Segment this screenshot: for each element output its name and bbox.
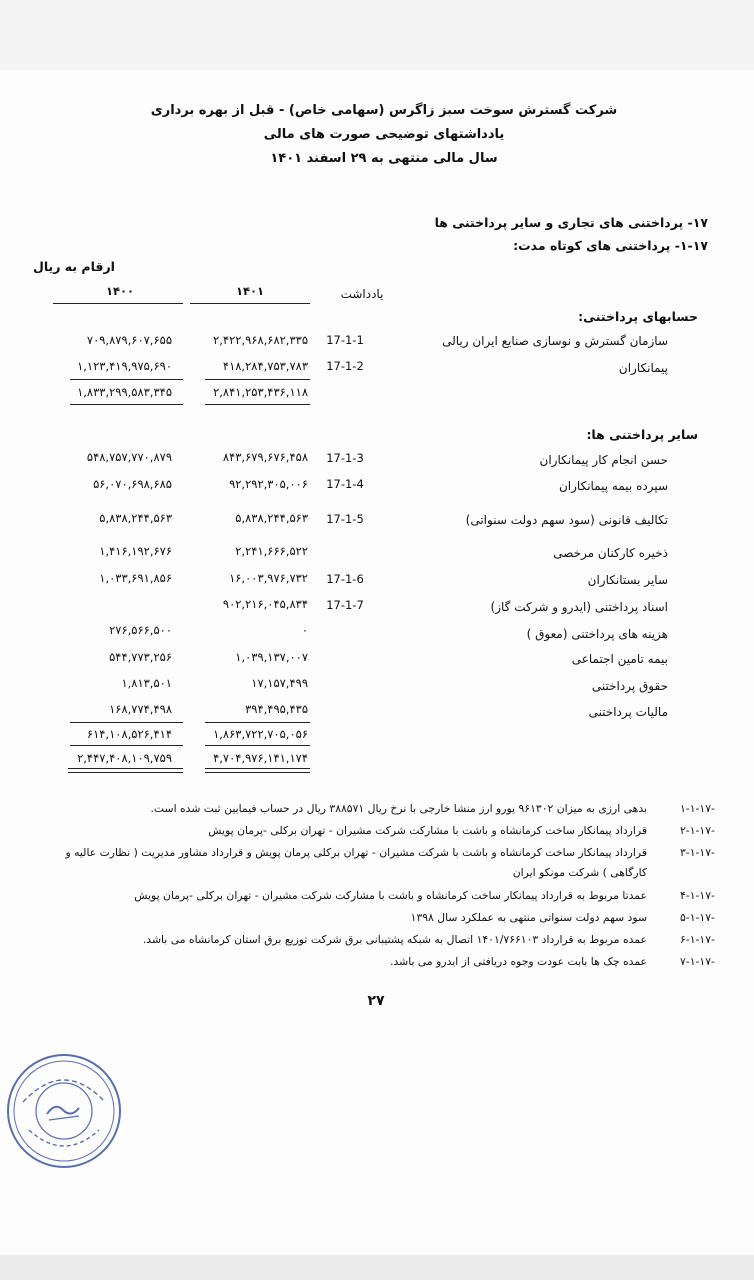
subtotal-rule-1401 — [205, 379, 310, 380]
row-value-1400: ۵۴۸,۷۵۷,۷۷۰,۸۷۹ — [86, 450, 172, 464]
accounts-payable-heading: حسابهای پرداختنی: — [578, 309, 698, 324]
unit-label: ارقام به ریال — [33, 259, 115, 274]
section-title: ۱۷- پرداختنی های تجاری و سایر پرداختنی ها — [434, 215, 708, 230]
header-rule-1400 — [53, 303, 183, 304]
row-label: پیمانکاران — [618, 361, 668, 375]
column-header-note: یادداشت — [340, 287, 384, 301]
row-value-1401: ۱۷,۱۵۷,۴۹۹ — [251, 676, 308, 690]
op-subtotal-1400: ۶۱۴,۱۰۸,۵۲۶,۴۱۴ — [86, 727, 172, 741]
grand-total-1401: ۴,۷۰۴,۹۷۶,۱۴۱,۱۷۴ — [213, 751, 308, 765]
row-label: ذخیره کارکنان مرخصی — [553, 546, 668, 560]
op-subtotal-under-rule-1400 — [70, 745, 183, 746]
row-value-1400: ۵۶,۰۷۰,۶۹۸,۶۸۵ — [93, 477, 172, 491]
footnote-ref: ۱-۱-۱۷- — [680, 802, 715, 815]
row-label: سپرده بیمه پیمانکاران — [558, 479, 668, 493]
total-double-rule-1401 — [205, 768, 310, 773]
footnote-text: عمده چک ها بابت عودت وجوه دریافتی از ایدرو می باشد. — [390, 955, 647, 968]
top-margin — [0, 0, 754, 70]
row-note: 17-1-5 — [326, 512, 364, 526]
bottom-margin — [0, 1255, 754, 1280]
other-payables-heading: سایر پرداختنی ها: — [586, 427, 698, 442]
report-subtitle: یادداشتهای توضیحی صورت های مالی — [263, 127, 505, 142]
footnote-text: قرارداد پیمانکار ساخت کرمانشاه و باشت با مشارکت شرکت مشیران - تهران برکلی -پرمان پویش — [208, 824, 647, 837]
row-label: سازمان گسترش و نوسازی صنایع ایران ریالی — [442, 334, 668, 348]
row-label: مالیات پرداختنی — [588, 705, 668, 719]
row-value-1400: ۱۶۸,۷۷۴,۴۹۸ — [109, 702, 172, 716]
row-value-1401: ۱۶,۰۰۳,۹۷۶,۷۳۲ — [229, 571, 308, 585]
footnote-ref: ۷-۱-۱۷- — [680, 955, 715, 968]
footnote-ref: ۳-۱-۱۷- — [680, 846, 715, 859]
subtotal-rule-1400 — [70, 379, 183, 380]
total-double-rule-1400 — [68, 768, 183, 773]
column-header-1400: ۱۴۰۰ — [105, 284, 135, 298]
row-note: 17-1-3 — [326, 451, 364, 465]
row-value-1401: ۹۲,۲۹۲,۳۰۵,۰۰۶ — [229, 477, 308, 491]
footnote-text: سود سهم دولت سنواتی منتهی به عملکرد سال ۱۳۹۸ — [410, 911, 647, 924]
row-label: هزینه های پرداختنی (معوق ) — [526, 627, 668, 641]
row-note: 17-1-6 — [326, 572, 364, 586]
row-value-1400: ۷۰۹,۸۷۹,۶۰۷,۶۵۵ — [86, 333, 172, 347]
footnote-text: قرارداد پیمانکار ساخت کرمانشاه و باشت با شرکت مشیران - تهران برکلی پرمان پویش و قرارداد مشاور مدیریت ( نظارت عالیه و — [65, 846, 647, 859]
op-subtotal-under-rule-1401 — [205, 745, 310, 746]
row-note: 17-1-7 — [326, 598, 364, 612]
row-note: 17-1-1 — [326, 333, 364, 347]
row-value-1400: ۵,۸۳۸,۲۴۴,۵۶۳ — [99, 511, 172, 525]
row-note: 17-1-2 — [326, 359, 364, 373]
section-subtitle: ۱-۱۷- پرداختنی های کوتاه مدت: — [513, 238, 708, 253]
row-label: حسن انجام کار پیمانکاران — [539, 453, 668, 467]
footnote-ref: ۴-۱-۱۷- — [680, 889, 715, 902]
row-value-1400: ۱,۱۲۳,۴۱۹,۹۷۵,۶۹۰ — [77, 359, 172, 373]
page-number: ۲۷ — [367, 993, 385, 1009]
footnote-text-cont: کارگاهی ) شرکت مونکو ایران — [512, 866, 647, 879]
row-note: 17-1-4 — [326, 477, 364, 491]
audit-stamp-icon — [3, 1050, 125, 1172]
row-value-1400: ۲۷۶,۵۶۶,۵۰۰ — [109, 623, 172, 637]
row-label: بیمه تامین اجتماعی — [571, 652, 668, 666]
row-value-1400: ۵۴۴,۷۷۳,۲۵۶ — [109, 650, 172, 664]
footnote-ref: ۶-۱-۱۷- — [680, 933, 715, 946]
grand-total-1400: ۲,۴۴۷,۴۰۸,۱۰۹,۷۵۹ — [77, 751, 172, 765]
row-value-1401: ۴۱۸,۲۸۴,۷۵۳,۷۸۳ — [222, 359, 308, 373]
op-subtotal-1401: ۱,۸۶۳,۷۲۲,۷۰۵,۰۵۶ — [213, 727, 308, 741]
row-label: تکالیف قانونی (سود سهم دولت سنواتی) — [465, 513, 668, 527]
ap-subtotal-1401: ۲,۸۴۱,۲۵۳,۴۳۶,۱۱۸ — [213, 385, 308, 399]
row-value-1401: ۳۹۴,۴۹۵,۴۳۵ — [245, 702, 308, 716]
ap-subtotal-1400: ۱,۸۳۳,۲۹۹,۵۸۳,۳۴۵ — [77, 385, 172, 399]
row-value-1401: ۵,۸۳۸,۲۴۴,۵۶۳ — [235, 511, 308, 525]
row-value-1400: ۱,۸۱۳,۵۰۱ — [121, 676, 172, 690]
footnote-text: بدهی ارزی به میزان ۹۶۱۳۰۲ یورو ارز منشا خارجی با نرخ ریال ۳۸۸۵۷۱ ریال در حساب فیمابین ثبت شده است. — [150, 802, 647, 815]
row-label: اسناد پرداختنی (ایدرو و شرکت گاز) — [490, 600, 668, 614]
row-value-1401: ۱,۰۳۹,۱۳۷,۰۰۷ — [235, 650, 308, 664]
row-value-1400: ۱,۴۱۶,۱۹۲,۶۷۶ — [99, 544, 172, 558]
row-value-1401: ۹۰۲,۲۱۶,۰۴۵,۸۳۴ — [222, 597, 308, 611]
footnote-text: عمدتا مربوط به قرارداد پیمانکار ساخت کرمانشاه و باشت با مشارکت شرکت مشیران - تهران برکلی -پرمان پویش — [134, 889, 647, 902]
column-header-1401: ۱۴۰۱ — [235, 284, 265, 298]
row-value-1400: ۱,۰۳۳,۶۹۱,۸۵۶ — [99, 571, 172, 585]
footnote-text: عمده مربوط به قرارداد ۱۴۰۱/۷۶۶۱۰۳ اتصال به شبکه پشتیبانی برق شرکت توزیع برق استان کرمانشاه می باشد. — [142, 933, 647, 946]
op-subtotal-rule-1400 — [70, 722, 183, 723]
row-value-1401: ۰ — [301, 623, 308, 637]
subtotal-under-rule-1400 — [70, 404, 183, 405]
row-label: سایر بستانکاران — [587, 573, 668, 587]
report-period: سال مالی منتهی به ۲۹ اسفند ۱۴۰۱ — [270, 151, 498, 166]
row-value-1401: ۲,۴۲۲,۹۶۸,۶۸۲,۳۳۵ — [213, 333, 308, 347]
op-subtotal-rule-1401 — [205, 722, 310, 723]
row-label: حقوق پرداختنی — [591, 679, 668, 693]
footnote-ref: ۲-۱-۱۷- — [680, 824, 715, 837]
header-rule-1401 — [190, 303, 310, 304]
footnote-ref: ۵-۱-۱۷- — [680, 911, 715, 924]
subtotal-under-rule-1401 — [205, 404, 310, 405]
company-title: شرکت گسترش سوخت سبز زاگرس (سهامی خاص) - قبل از بهره برداری — [150, 103, 618, 118]
row-value-1401: ۲,۲۴۱,۶۶۶,۵۲۲ — [235, 544, 308, 558]
row-value-1401: ۸۴۳,۶۷۹,۶۷۶,۴۵۸ — [222, 450, 308, 464]
